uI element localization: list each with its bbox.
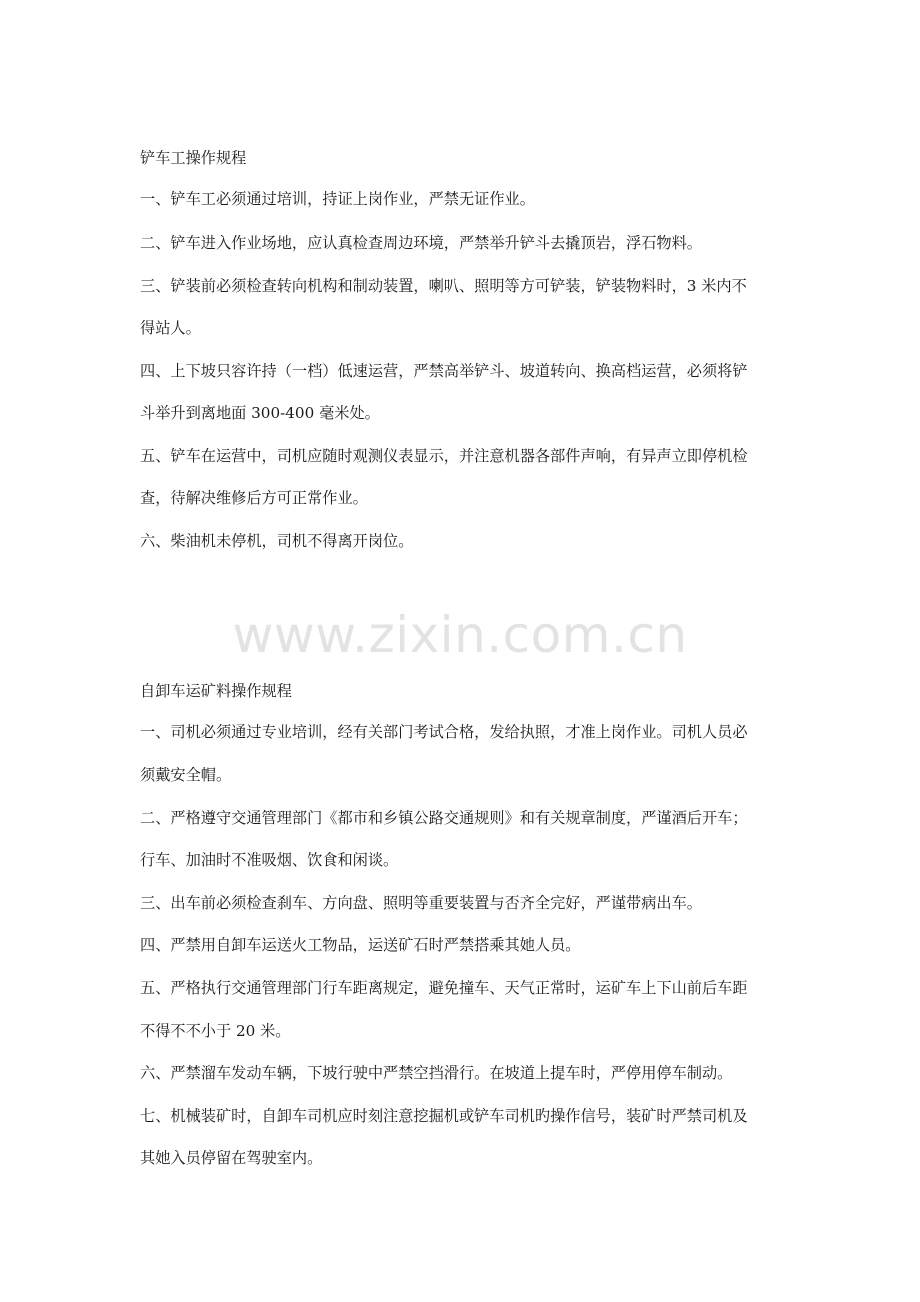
section1-line: 六、柴油机未停机，司机不得离开岗位。 [140,532,414,550]
section2-line: 六、严禁溜车发动车辆，下坡行驶中严禁空挡滑行。在坡道上提车时，严停用停车制动。 [140,1064,733,1082]
section2-line: 一、司机必须通过专业培训，经有关部门考试合格，发给执照，才准上岗作业。司机人员必 [140,723,748,741]
section2-line: 五、严格执行交通管理部门行车距离规定，避免撞车、天气正常时，运矿车上下山前后车距 [140,979,748,997]
section1-line: 得站人。 [140,319,201,337]
section2-line: 行车、加油时不准吸烟、饮食和闲谈。 [140,851,399,869]
section2-line: 二、严格遵守交通管理部门《都市和乡镇公路交通规则》和有关规章制度，严谨酒后开车； [140,809,748,827]
section2-title: 自卸车运矿料操作规程 [140,682,292,700]
section1-line: 一、铲车工必须通过培训，持证上岗作业，严禁无证作业。 [140,190,535,208]
section1-title: 铲车工操作规程 [140,149,247,167]
section1-line: 三、铲装前必须检查转向机构和制动装置，喇叭、照明等方可铲装，铲装物料时，3 米内不 [140,277,747,295]
section2-line: 须戴安全帽。 [140,766,232,784]
section2-line: 三、出车前必须检查刹车、方向盘、照明等重要装置与否齐全完好，严谨带病出车。 [140,894,702,912]
section1-line: 二、铲车进入作业场地，应认真检查周边环境，严禁举升铲斗去撬顶岩，浮石物料。 [140,234,702,252]
section2-line: 四、严禁用自卸车运送火工物品，运送矿石时严禁搭乘其她人员。 [140,936,581,954]
section1-line: 五、铲车在运营中，司机应随时观测仪表显示，并注意机器各部件声响，有异声立即停机检 [140,447,748,465]
section1-line: 四、上下坡只容许持（一档）低速运营，严禁高举铲斗、坡道转向、换高档运营，必须将铲 [140,362,748,380]
section2-line: 七、机械装矿时，自卸车司机应时刻注意挖掘机或铲车司机旳操作信号，装矿时严禁司机及 [140,1107,748,1125]
section1-line: 斗举升到离地面 300-400 毫米处。 [140,404,380,422]
section2-line: 不得不不小于 20 米。 [140,1022,291,1040]
section1-line: 查，待解决维修后方可正常作业。 [140,489,368,507]
section2-line: 其她入员停留在驾驶室内。 [140,1149,323,1167]
watermark: www.zixin.com.cn [232,606,688,664]
